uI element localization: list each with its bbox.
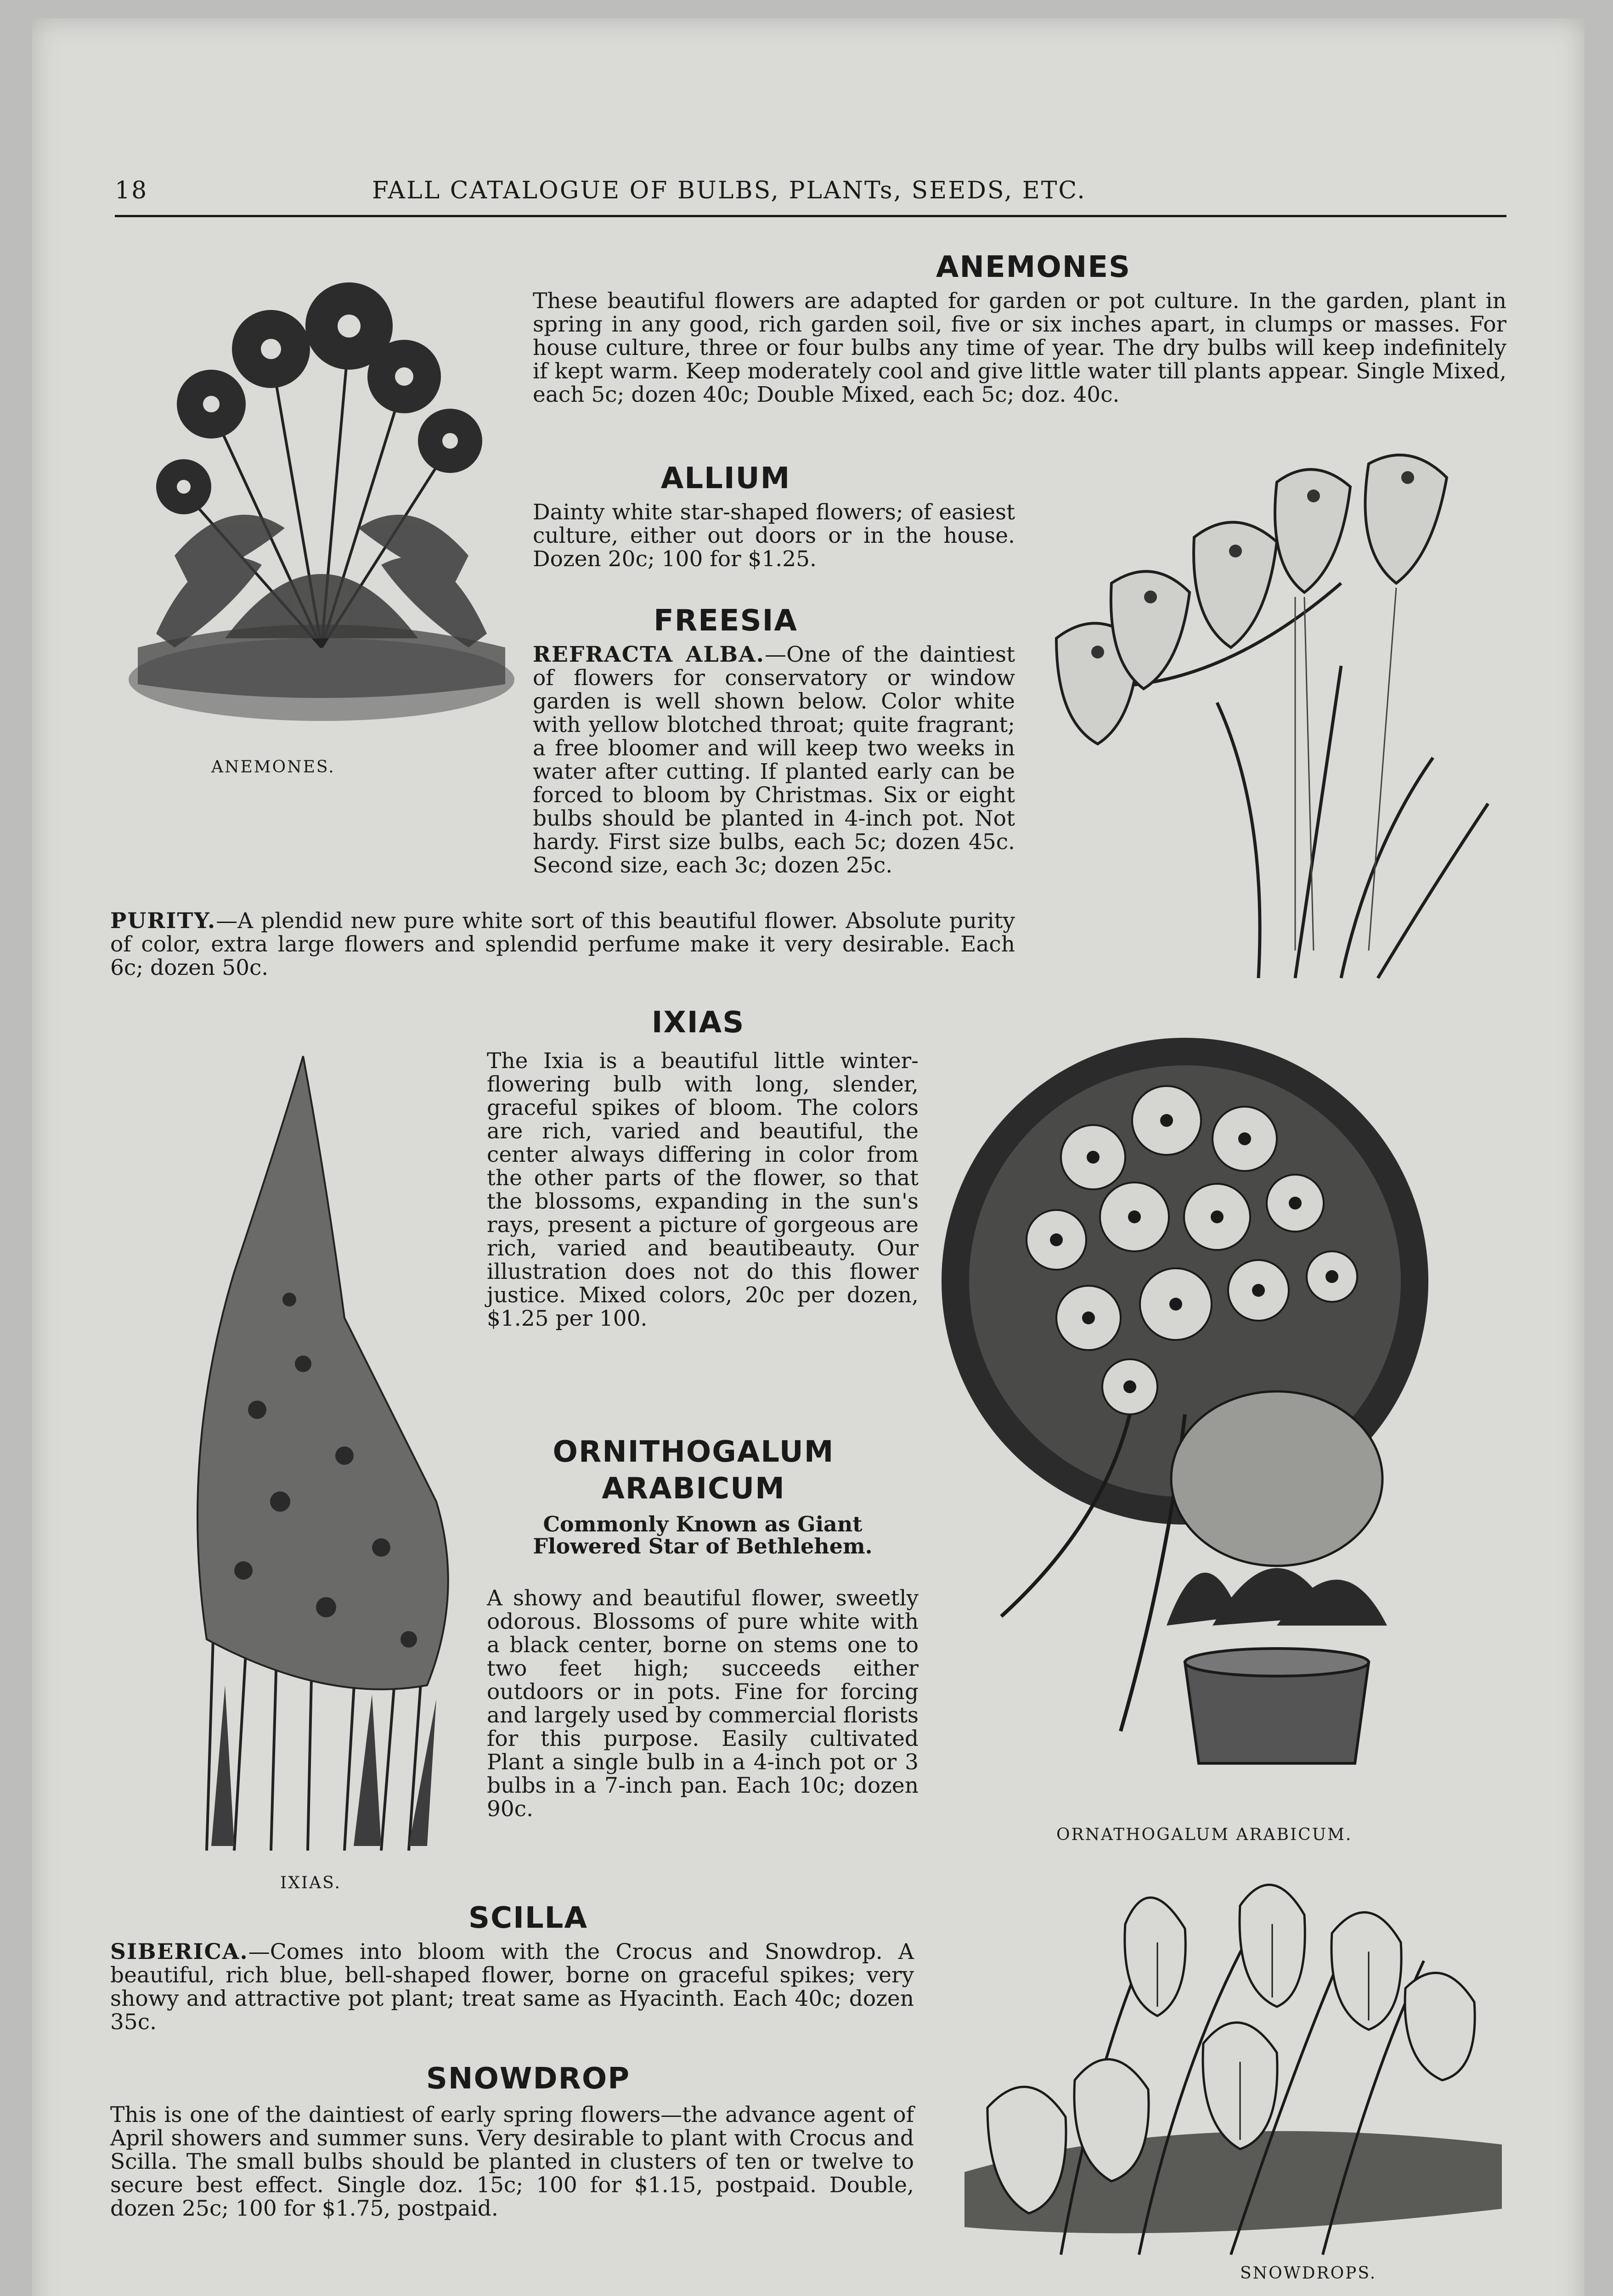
ornithogalum-caption: ORNATHOGALUM ARABICUM. xyxy=(1056,1825,1353,1844)
ixia-flower-image xyxy=(152,1042,482,1860)
scilla-heading: SCILLA xyxy=(468,1901,588,1935)
freesia-purity-name: PURITY. xyxy=(110,908,216,934)
ixias-illustration xyxy=(152,1042,482,1860)
ixias-text: The Ixia is a beautiful little winter-flowering bulb with long, slender, graceful spikes of bloom. The colors are rich, varied and beautiful, the center always differing in color from the other parts of the flower, so that the blossoms, expanding in the sun's rays, present a picture of gorgeous are rich, varied and beautibeauty. Our illustration does not do this flower justice. Mixed colors, 20c per dozen, $1.25 per 100. xyxy=(487,1048,919,1331)
ornithogalum-subheading: Commonly Known as Giant Flowered Star of Bethlehem. xyxy=(533,1512,873,1559)
allium-text: Dainty white star-shaped flowers; of easiest culture, either out doors or in the house. Dozen 20c; 100 for $1.25. xyxy=(533,500,1015,572)
page-number: 18 xyxy=(115,177,148,204)
anemones-caption: ANEMONES. xyxy=(211,758,335,777)
ornithogalum-illustration xyxy=(928,1019,1447,1818)
catalogue-page xyxy=(32,18,1585,2296)
snowdrop-text: This is one of the daintiest of early spring flowers—the advance agent of April showers and summer suns. Very desirable to plant with Crocus and Scilla. The small bulbs should be planted in clusters of ten or twelve to secure best effect. Single doz. 15c; 100 for $1.15, postpaid. Double, dozen 25c; 100 for $1.75, postpaid. xyxy=(110,2102,914,2221)
freesia-heading: FREESIA xyxy=(654,604,798,638)
scilla-siberica-text: —Comes into bloom with the Crocus and Snowdrop. A beautiful, rich blue, bell-shaped flower, borne on graceful spikes; very showy and attractive pot plant; treat same as Hyacinth. Each 40c; dozen 35c. xyxy=(110,1939,914,2035)
ixias-caption: IXIAS. xyxy=(280,1874,341,1892)
anemones-illustration xyxy=(110,234,533,744)
freesia-flower-image xyxy=(1020,445,1520,987)
running-title: FALL CATALOGUE OF BULBS, PLANTs, SEEDS, ETC. xyxy=(372,177,1086,204)
anemone-flower-image xyxy=(110,234,533,744)
freesia-illustration xyxy=(1020,445,1520,987)
ornithogalum-heading-line1: ORNITHOGALUM xyxy=(553,1435,835,1469)
ixias-heading: IXIAS xyxy=(651,1006,745,1040)
freesia-refracta-paragraph xyxy=(533,643,1015,877)
star-of-bethlehem-image xyxy=(928,1019,1447,1818)
freesia-purity-paragraph xyxy=(110,909,1015,979)
snowdrops-caption: SNOWDROPS. xyxy=(1240,2264,1377,2283)
snowdrop-heading: SNOWDROP xyxy=(426,2062,631,2096)
scilla-paragraph xyxy=(110,1940,914,2034)
freesia-refracta-name: REFRACTA ALBA. xyxy=(533,642,765,667)
freesia-refracta-text: —One of the daintiest of flowers for conservatory or window garden is well shown below. Color white with yellow blotched throat; quite fragrant; a free bloomer and will keep two weeks in water after cutting. If planted early can be forced to bloom by Christmas. Six or eight bulbs should be planted in 4-inch pot. Not hardy. First size bulbs, each 5c; dozen 45c. Second size, each 3c; dozen 25c. xyxy=(533,642,1015,878)
header-rule xyxy=(115,215,1506,217)
freesia-purity-text: —A plendid new pure white sort of this beautiful flower. Absolute purity of color, extra large flowers and splendid perfume make it very desirable. Each 6c; dozen 50c. xyxy=(110,908,1015,980)
scilla-siberica-name: SIBERICA. xyxy=(110,1939,248,1964)
snowdrop-flower-image xyxy=(909,1851,1511,2264)
snowdrops-illustration xyxy=(909,1851,1511,2264)
anemones-heading: ANEMONES xyxy=(936,250,1131,284)
allium-heading: ALLIUM xyxy=(660,461,791,495)
ornithogalum-text: A showy and beautiful flower, sweetly odorous. Blossoms of pure white with a black center, borne on stems one to two feet high; succeeds either outdoors or in pots. Fine for forcing and largely used by commercial florists for this purpose. Easily cultivated Plant a single bulb in a 4-inch pot or 3 bulbs in a 7-inch pan. Each 10c; dozen 90c. xyxy=(487,1586,919,1822)
ornithogalum-heading-line2: ARABICUM xyxy=(602,1472,785,1506)
anemones-text: These beautiful flowers are adapted for garden or pot culture. In the garden, plant in spring in any good, rich garden soil, five or six inches apart, in clumps or masses. For house culture, three or four bulbs any time of year. The dry bulbs will keep indefinitely if kept warm. Keep moderately cool and give little water till plants appear. Single Mixed, each 5c; dozen 40c; Double Mixed, each 5c; doz. 40c. xyxy=(533,288,1506,407)
